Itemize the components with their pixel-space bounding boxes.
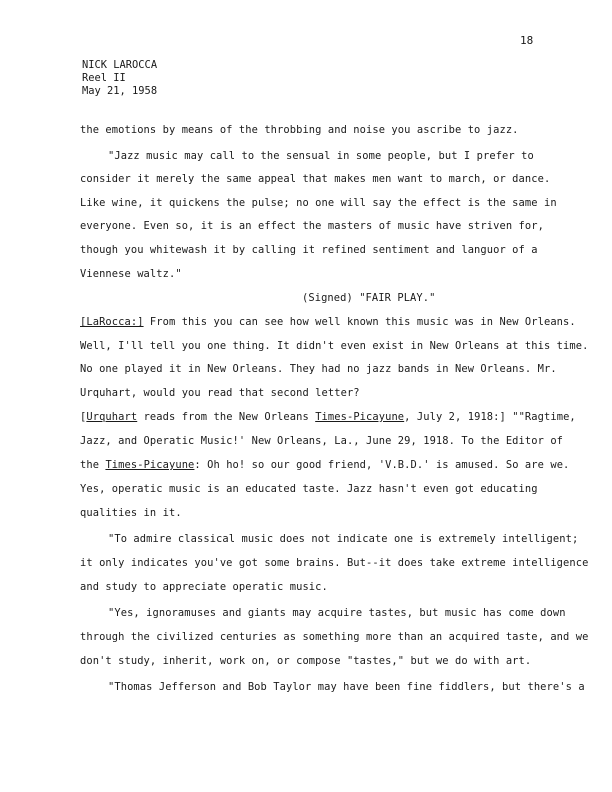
body-line: the Times-Picayune: Oh ho! so our good friend, 'V.B.D.' is amused. So are we. — [80, 459, 570, 471]
body-line: No one played it in New Orleans. They had no jazz bands in New Orleans. Mr. — [80, 363, 557, 375]
page-number: 18 — [520, 34, 534, 47]
body-line: it only indicates you've got some brains. But--it does take extreme intelligence — [80, 557, 589, 569]
body-line: Yes, operatic music is an educated taste. Jazz hasn't even got educating — [80, 483, 538, 495]
body-line: "Jazz music may call to the sensual in some people, but I prefer to — [108, 150, 534, 162]
body-line: the emotions by means of the throbbing and noise you ascribe to jazz. — [80, 124, 519, 136]
body-line: and study to appreciate operatic music. — [80, 581, 328, 593]
body-line: consider it merely the same appeal that makes men want to march, or dance. — [80, 173, 551, 185]
body-line: "Yes, ignoramuses and giants may acquire tastes, but music has come down — [108, 607, 566, 619]
body-line: Urquhart, would you read that second letter? — [80, 387, 360, 399]
body-line: Like wine, it quickens the pulse; no one will say the effect is the same in — [80, 197, 557, 209]
speaker-label: [LaRocca:] — [80, 316, 144, 328]
signature-line: (Signed) "FAIR PLAY." — [302, 292, 436, 304]
reel-label: Reel II — [82, 72, 126, 84]
transcript-header — [82, 59, 157, 98]
body-line: everyone. Even so, it is an effect the masters of music have striven for, — [80, 220, 544, 232]
body-line: [Urquhart reads from the New Orleans Times-Picayune, July 2, 1918:] ""Ragtime, — [80, 411, 576, 423]
interview-date: May 21, 1958 — [82, 85, 158, 97]
body-line: "Thomas Jefferson and Bob Taylor may have been fine fiddlers, but there's a — [108, 681, 585, 693]
body-line: don't study, inherit, work on, or compose "tastes," but we do with art. — [80, 655, 532, 667]
body-line: [LaRocca:] From this you can see how well known this music was in New Orleans. — [80, 316, 576, 328]
interviewee-name: NICK LAROCCA — [82, 59, 158, 71]
body-line: Well, I'll tell you one thing. It didn't even exist in New Orleans at this time. — [80, 340, 589, 352]
body-line: "To admire classical music does not indicate one is extremely intelligent; — [108, 533, 579, 545]
speaker-label: Urquhart — [86, 411, 138, 423]
body-line: though you whitewash it by calling it refined sentiment and languor of a — [80, 244, 538, 256]
body-line: qualities in it. — [80, 507, 182, 519]
body-line: Viennese waltz." — [80, 268, 182, 280]
body-line: through the civilized centuries as something more than an acquired taste, and we — [80, 631, 589, 643]
newspaper-title: Times-Picayune — [315, 411, 405, 423]
body-line: Jazz, and Operatic Music!' New Orleans, La., June 29, 1918. To the Editor of — [80, 435, 564, 447]
newspaper-title: Times-Picayune — [105, 459, 195, 471]
